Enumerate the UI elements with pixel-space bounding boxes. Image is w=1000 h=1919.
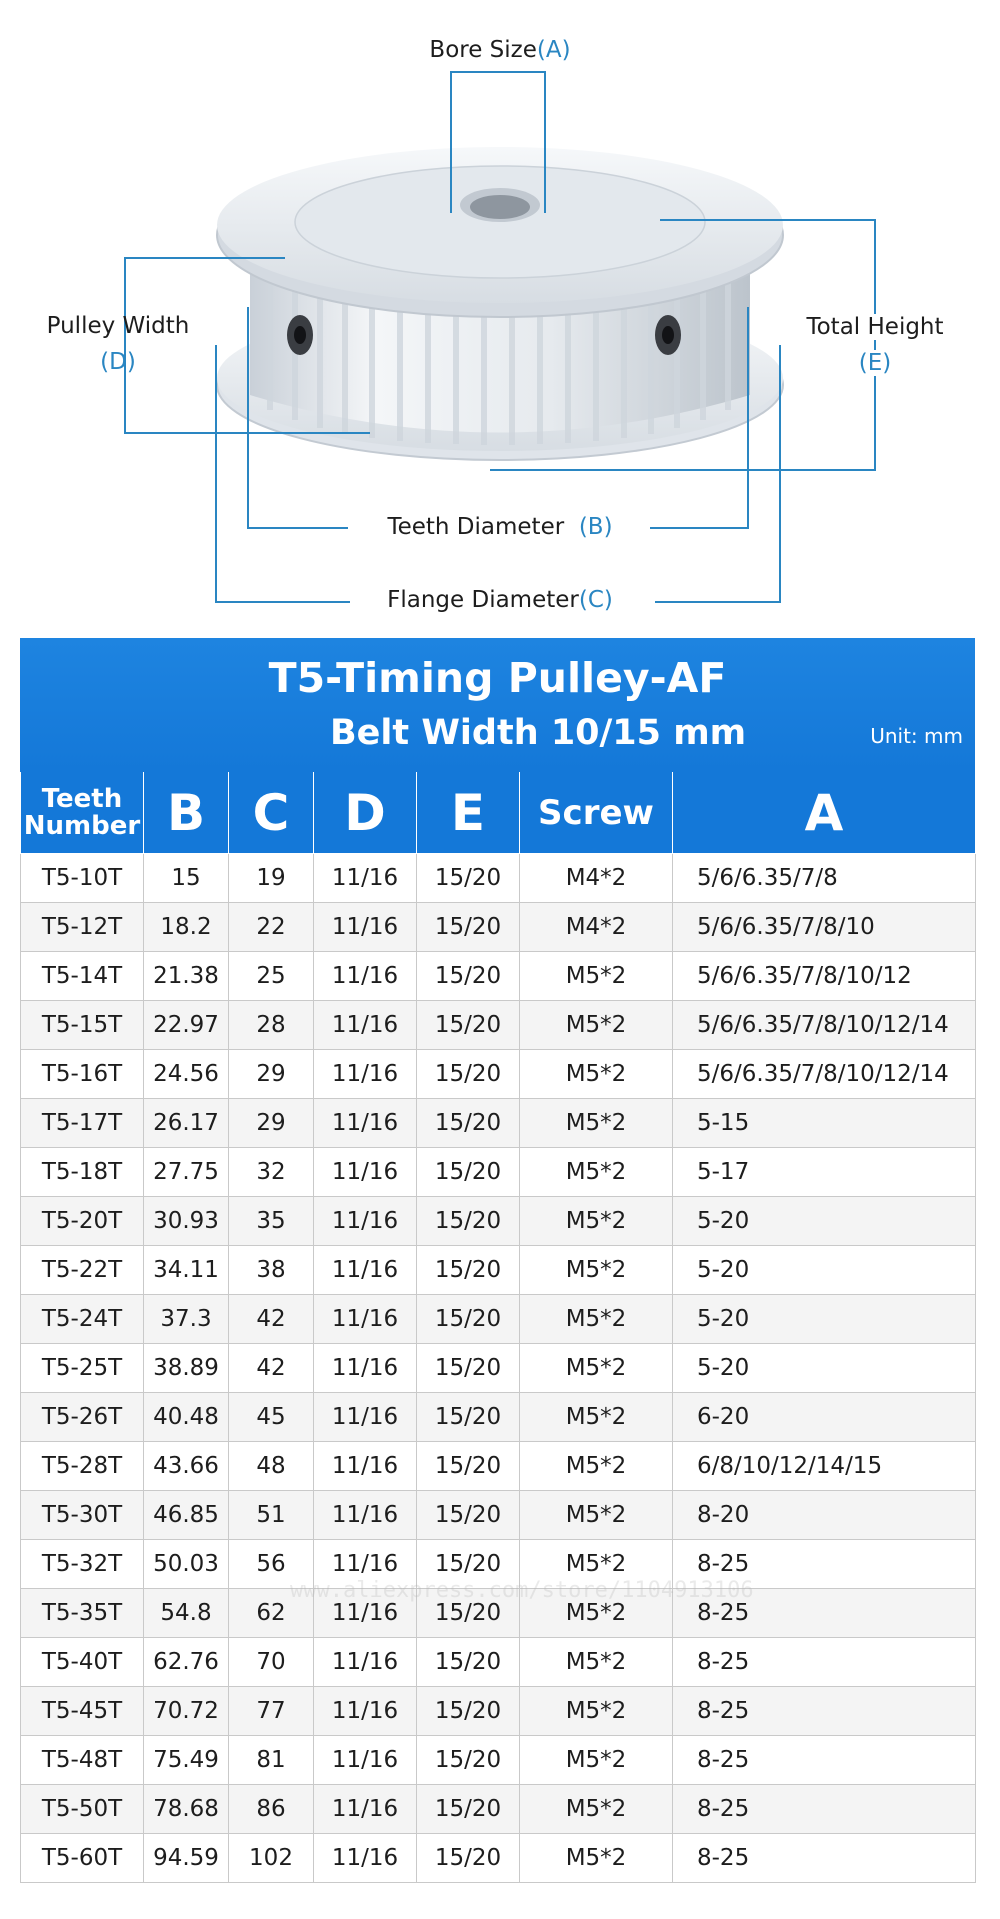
- cell-a: 5/6/6.35/7/8: [673, 854, 976, 903]
- cell-d: 11/16: [314, 1785, 417, 1834]
- cell-screw: M5*2: [520, 1589, 673, 1638]
- cell-e: 15/20: [417, 1295, 520, 1344]
- cell-d: 11/16: [314, 1393, 417, 1442]
- cell-a: 5-20: [673, 1344, 976, 1393]
- cell-c: 38: [229, 1246, 314, 1295]
- table-row: [21, 1491, 976, 1540]
- cell-screw: M5*2: [520, 1638, 673, 1687]
- cell-screw: M5*2: [520, 1099, 673, 1148]
- cell-e: 15/20: [417, 952, 520, 1001]
- cell-e: 15/20: [417, 903, 520, 952]
- cell-a: 5/6/6.35/7/8/10/12/14: [673, 1050, 976, 1099]
- cell-b: 75.49: [144, 1736, 229, 1785]
- bore-size-label: Bore Size(A): [429, 37, 571, 63]
- cell-d: 11/16: [314, 854, 417, 903]
- cell-d: 11/16: [314, 1540, 417, 1589]
- cell-teeth: T5-10T: [21, 854, 144, 903]
- cell-screw: M5*2: [520, 1393, 673, 1442]
- cell-e: 15/20: [417, 1785, 520, 1834]
- cell-b: 62.76: [144, 1638, 229, 1687]
- cell-d: 11/16: [314, 1099, 417, 1148]
- cell-screw: M5*2: [520, 1001, 673, 1050]
- cell-a: 5-17: [673, 1148, 976, 1197]
- cell-b: 22.97: [144, 1001, 229, 1050]
- cell-d: 11/16: [314, 1589, 417, 1638]
- cell-screw: M4*2: [520, 854, 673, 903]
- cell-c: 45: [229, 1393, 314, 1442]
- cell-c: 32: [229, 1148, 314, 1197]
- table-row: [21, 1148, 976, 1197]
- cell-d: 11/16: [314, 1638, 417, 1687]
- cell-d: 11/16: [314, 903, 417, 952]
- cell-c: 86: [229, 1785, 314, 1834]
- cell-a: 8-25: [673, 1540, 976, 1589]
- cell-e: 15/20: [417, 1638, 520, 1687]
- cell-screw: M4*2: [520, 903, 673, 952]
- cell-screw: M5*2: [520, 1491, 673, 1540]
- table-row: [21, 1197, 976, 1246]
- cell-teeth: T5-12T: [21, 903, 144, 952]
- cell-teeth: T5-16T: [21, 1050, 144, 1099]
- cell-b: 78.68: [144, 1785, 229, 1834]
- spec-title: T5-Timing Pulley-AF: [268, 654, 727, 702]
- cell-teeth: T5-17T: [21, 1099, 144, 1148]
- cell-screw: M5*2: [520, 952, 673, 1001]
- cell-b: 18.2: [144, 903, 229, 952]
- cell-teeth: T5-45T: [21, 1687, 144, 1736]
- cell-b: 30.93: [144, 1197, 229, 1246]
- cell-teeth: T5-48T: [21, 1736, 144, 1785]
- cell-e: 15/20: [417, 1050, 520, 1099]
- cell-e: 15/20: [417, 1540, 520, 1589]
- cell-b: 26.17: [144, 1099, 229, 1148]
- cell-teeth: T5-26T: [21, 1393, 144, 1442]
- cell-d: 11/16: [314, 1834, 417, 1883]
- cell-a: 5-15: [673, 1099, 976, 1148]
- cell-d: 11/16: [314, 1442, 417, 1491]
- header-screw: Screw: [520, 772, 673, 854]
- cell-a: 8-25: [673, 1736, 976, 1785]
- table-row: [21, 1001, 976, 1050]
- table-row: [21, 1344, 976, 1393]
- cell-b: 21.38: [144, 952, 229, 1001]
- cell-a: 8-20: [673, 1491, 976, 1540]
- cell-a: 5/6/6.35/7/8/10/12: [673, 952, 976, 1001]
- cell-e: 15/20: [417, 1246, 520, 1295]
- table-row: [21, 903, 976, 952]
- cell-b: 34.11: [144, 1246, 229, 1295]
- cell-c: 25: [229, 952, 314, 1001]
- spec-sheet: [20, 638, 975, 1904]
- table-row: [21, 1050, 976, 1099]
- cell-a: 6/8/10/12/14/15: [673, 1442, 976, 1491]
- cell-b: 43.66: [144, 1442, 229, 1491]
- cell-b: 40.48: [144, 1393, 229, 1442]
- table-row: [21, 1295, 976, 1344]
- cell-a: 6-20: [673, 1393, 976, 1442]
- total-height-letter: (E): [849, 350, 901, 376]
- cell-b: 24.56: [144, 1050, 229, 1099]
- cell-screw: M5*2: [520, 1344, 673, 1393]
- cell-c: 51: [229, 1491, 314, 1540]
- cell-d: 11/16: [314, 1246, 417, 1295]
- cell-teeth: T5-40T: [21, 1638, 144, 1687]
- cell-teeth: T5-24T: [21, 1295, 144, 1344]
- cell-e: 15/20: [417, 1442, 520, 1491]
- table-body: [21, 854, 976, 1883]
- cell-d: 11/16: [314, 1344, 417, 1393]
- cell-c: 29: [229, 1050, 314, 1099]
- cell-c: 81: [229, 1736, 314, 1785]
- cell-e: 15/20: [417, 1687, 520, 1736]
- cell-b: 50.03: [144, 1540, 229, 1589]
- spec-table: [20, 772, 976, 1883]
- cell-screw: M5*2: [520, 1736, 673, 1785]
- cell-teeth: T5-25T: [21, 1344, 144, 1393]
- table-row: [21, 952, 976, 1001]
- cell-c: 77: [229, 1687, 314, 1736]
- cell-b: 70.72: [144, 1687, 229, 1736]
- cell-a: 8-25: [673, 1687, 976, 1736]
- top-flange: [217, 147, 783, 317]
- cell-d: 11/16: [314, 1736, 417, 1785]
- cell-e: 15/20: [417, 1099, 520, 1148]
- cell-a: 5-20: [673, 1197, 976, 1246]
- cell-screw: M5*2: [520, 1295, 673, 1344]
- cell-teeth: T5-14T: [21, 952, 144, 1001]
- cell-d: 11/16: [314, 1148, 417, 1197]
- cell-screw: M5*2: [520, 1050, 673, 1099]
- header-e: E: [417, 772, 520, 854]
- cell-a: 5-20: [673, 1295, 976, 1344]
- table-row: [21, 1246, 976, 1295]
- table-row: [21, 1638, 976, 1687]
- cell-e: 15/20: [417, 1001, 520, 1050]
- spec-banner: [20, 638, 975, 772]
- cell-teeth: T5-30T: [21, 1491, 144, 1540]
- table-row: [21, 1393, 976, 1442]
- cell-c: 102: [229, 1834, 314, 1883]
- cell-b: 54.8: [144, 1589, 229, 1638]
- cell-a: 5/6/6.35/7/8/10/12/14: [673, 1001, 976, 1050]
- cell-teeth: T5-20T: [21, 1197, 144, 1246]
- cell-b: 38.89: [144, 1344, 229, 1393]
- table-header-row: [21, 772, 976, 854]
- spec-subtitle: Belt Width 10/15 mm: [330, 713, 747, 753]
- cell-e: 15/20: [417, 1344, 520, 1393]
- cell-c: 48: [229, 1442, 314, 1491]
- table-row: [21, 854, 976, 903]
- cell-screw: M5*2: [520, 1246, 673, 1295]
- header-teeth-number: Teeth Number: [21, 772, 144, 854]
- header-a: A: [673, 772, 976, 854]
- watermark: www.aliexpress.com/store/1104913106: [290, 1578, 754, 1603]
- cell-c: 56: [229, 1540, 314, 1589]
- cell-screw: M5*2: [520, 1442, 673, 1491]
- cell-screw: M5*2: [520, 1785, 673, 1834]
- header-c: C: [229, 772, 314, 854]
- table-row: [21, 1442, 976, 1491]
- cell-b: 37.3: [144, 1295, 229, 1344]
- pulley-width-label: Pulley Width: [46, 313, 190, 339]
- cell-c: 62: [229, 1589, 314, 1638]
- cell-a: 8-25: [673, 1834, 976, 1883]
- cell-c: 29: [229, 1099, 314, 1148]
- cell-d: 11/16: [314, 1491, 417, 1540]
- cell-screw: M5*2: [520, 1687, 673, 1736]
- header-d: D: [314, 772, 417, 854]
- cell-d: 11/16: [314, 1050, 417, 1099]
- cell-e: 15/20: [417, 1491, 520, 1540]
- cell-screw: M5*2: [520, 1197, 673, 1246]
- unit-label: Unit: mm: [870, 724, 963, 748]
- cell-d: 11/16: [314, 1295, 417, 1344]
- cell-d: 11/16: [314, 1687, 417, 1736]
- cell-teeth: T5-60T: [21, 1834, 144, 1883]
- cell-e: 15/20: [417, 1834, 520, 1883]
- cell-teeth: T5-50T: [21, 1785, 144, 1834]
- cell-a: 8-25: [673, 1589, 976, 1638]
- cell-e: 15/20: [417, 1393, 520, 1442]
- cell-a: 5/6/6.35/7/8/10: [673, 903, 976, 952]
- table-row: [21, 1785, 976, 1834]
- table-row: [21, 1099, 976, 1148]
- cell-e: 15/20: [417, 1589, 520, 1638]
- cell-a: 8-25: [673, 1638, 976, 1687]
- cell-c: 19: [229, 854, 314, 903]
- pulley-diagram: [0, 0, 1000, 620]
- cell-e: 15/20: [417, 854, 520, 903]
- cell-c: 35: [229, 1197, 314, 1246]
- table-row: [21, 1736, 976, 1785]
- cell-c: 70: [229, 1638, 314, 1687]
- table-row: [21, 1834, 976, 1883]
- cell-c: 28: [229, 1001, 314, 1050]
- cell-teeth: T5-28T: [21, 1442, 144, 1491]
- cell-b: 15: [144, 854, 229, 903]
- cell-e: 15/20: [417, 1148, 520, 1197]
- total-height-label: Total Height: [796, 314, 953, 340]
- cell-c: 22: [229, 903, 314, 952]
- cell-teeth: T5-22T: [21, 1246, 144, 1295]
- cell-b: 27.75: [144, 1148, 229, 1197]
- flange-diameter-label: Flange Diameter(C): [387, 587, 613, 613]
- cell-screw: M5*2: [520, 1148, 673, 1197]
- cell-screw: M5*2: [520, 1834, 673, 1883]
- cell-a: 8-25: [673, 1785, 976, 1834]
- header-b: B: [144, 772, 229, 854]
- cell-e: 15/20: [417, 1197, 520, 1246]
- cell-b: 94.59: [144, 1834, 229, 1883]
- pulley-width-letter: (D): [100, 349, 136, 375]
- cell-b: 46.85: [144, 1491, 229, 1540]
- cell-d: 11/16: [314, 1001, 417, 1050]
- cell-c: 42: [229, 1344, 314, 1393]
- cell-e: 15/20: [417, 1736, 520, 1785]
- teeth-diameter-label: Teeth Diameter (B): [387, 514, 613, 540]
- cell-d: 11/16: [314, 1197, 417, 1246]
- cell-a: 5-20: [673, 1246, 976, 1295]
- cell-c: 42: [229, 1295, 314, 1344]
- cell-screw: M5*2: [520, 1540, 673, 1589]
- cell-teeth: T5-15T: [21, 1001, 144, 1050]
- cell-teeth: T5-32T: [21, 1540, 144, 1589]
- cell-d: 11/16: [314, 952, 417, 1001]
- cell-teeth: T5-35T: [21, 1589, 144, 1638]
- table-row: [21, 1687, 976, 1736]
- cell-teeth: T5-18T: [21, 1148, 144, 1197]
